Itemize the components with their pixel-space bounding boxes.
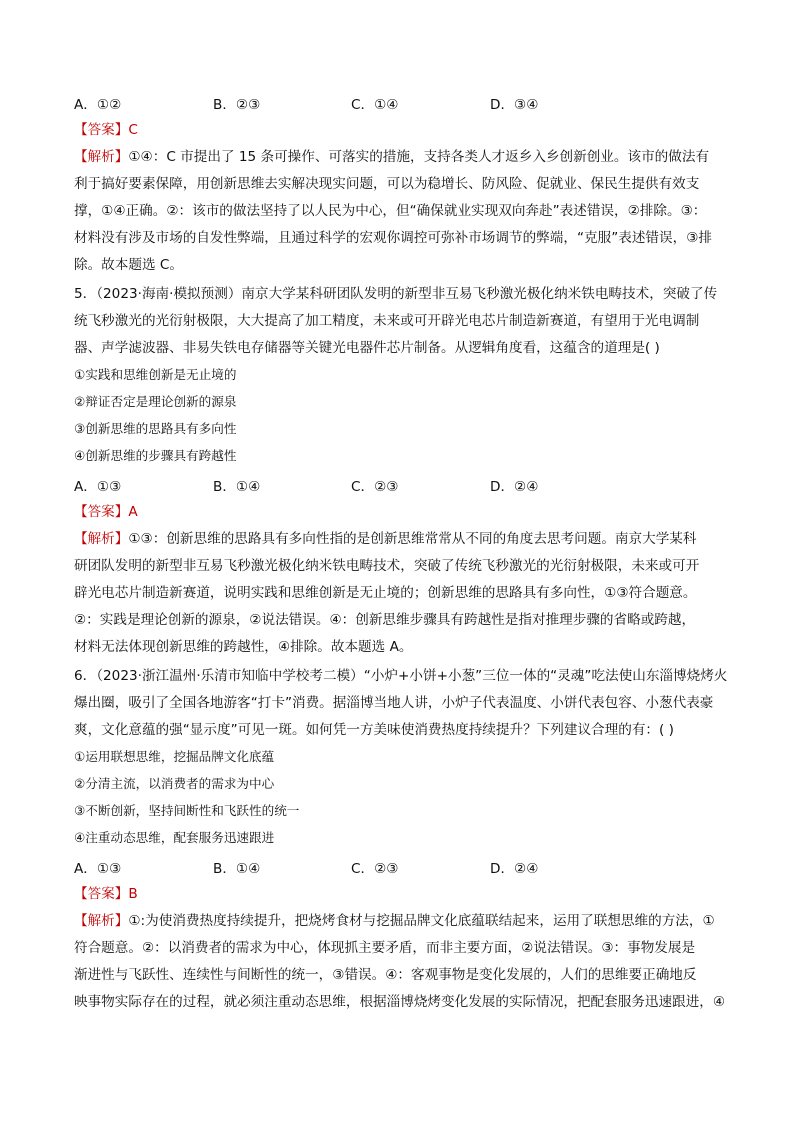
- q4-option-b: B．②③: [213, 97, 261, 113]
- q5-stem-line-1: 5．（2023·海南·模拟预测）南京大学某科研团队发明的新型非互易飞秒激光极化纳米铁电畴技术，突破了传: [74, 286, 718, 302]
- q4-analysis-line-3: 撑，①④正确。②：该市的做法坚持了以人民为中心，但“确保就业实现双向奔赴”表述错误，②排除。③：: [74, 203, 707, 219]
- q5-stem-line-2: 统飞秒激光的光衍射极限，大大提高了加工精度，未来或可开辟光电芯片制造新赛道，有望用于光电调制: [74, 313, 700, 329]
- q6-options: [74, 857, 742, 877]
- q4-analysis-tag: 【解析】: [74, 149, 129, 165]
- q6-item-1: ①运用联想思维，挖掘品牌文化底蕴: [74, 749, 275, 764]
- q6-stem-line-2: 爆出圈，吸引了全国各地游客“打卡”消费。据淄博当地人讲，小炉子代表温度、小饼代表包容、小葱代表豪: [74, 695, 714, 711]
- q5-options: [74, 475, 742, 495]
- q6-option-b: B．①④: [213, 861, 261, 877]
- q6-item-3: ③不断创新，坚持间断性和飞跃性的统一: [74, 803, 300, 818]
- q4-analysis-line-4: 材料没有涉及市场的自发性弊端，且通过科学的宏观你调控可弥补市场调节的弊端，“克服”表述错误，③排: [74, 230, 712, 246]
- q4-option-c: C．①④: [351, 97, 399, 113]
- q4-option-a: A．①②: [74, 97, 122, 113]
- q5-item-3: ③创新思维的思路具有多向性: [74, 421, 237, 436]
- q6-stem-line-3: 爽，文化意蕴的强“显示度”可见一斑。如何凭一方美味使消费热度持续提升？下列建议合理的有：( ): [74, 722, 674, 738]
- q6-option-a: A．①③: [74, 861, 122, 877]
- q4-answer: 【答案】C: [74, 122, 138, 138]
- q6-answer: 【答案】B: [74, 886, 138, 902]
- q5-stem-line-3: 器、声学滤波器、非易失铁电存储器等关键光电器件芯片制备。从逻辑角度看，这蕴含的道理是( ): [74, 340, 660, 356]
- q5-analysis-line-3: 辟光电芯片制造新赛道，说明实践和思维创新是无止境的；创新思维的思路具有多向性，①③符合题意。: [74, 585, 697, 601]
- q6-option-d: D．②④: [490, 861, 539, 877]
- q6-analysis-line-3: 渐进性与飞跃性、连续性与间断性的统一，③错误。④：客观事物是变化发展的，人们的思维要正确地反: [74, 967, 697, 983]
- q6-option-c: C．②③: [351, 861, 399, 877]
- q5-item-2: ②辩证否定是理论创新的源泉: [74, 394, 237, 409]
- q5-analysis-line-2: 研团队发明的新型非互易飞秒激光极化纳米铁电畴技术，突破了传统飞秒激光的光衍射极限，未来或可开: [74, 558, 700, 574]
- q5-option-a: A．①③: [74, 479, 122, 495]
- q6-analysis-line-1: 【解析】①:为使消费热度持续提升，把烧烤食材与挖掘品牌文化底蕴联结起来，运用了联想思维的方法，①: [74, 913, 715, 929]
- q4-option-d: D．③④: [490, 97, 539, 113]
- q6-item-4: ④注重动态思维，配套服务迅速跟进: [74, 830, 275, 845]
- q5-answer: 【答案】A: [74, 504, 138, 520]
- q5-analysis-tag: 【解析】: [74, 531, 129, 547]
- q6-analysis-tag: 【解析】: [74, 913, 129, 929]
- q4-options: [74, 93, 742, 113]
- q6-analysis-line-2: 符合题意。②：以消费者的需求为中心，体现抓主要矛盾，而非主要方面，②说法错误。③：事物发展是: [74, 940, 696, 956]
- q5-item-4: ④创新思维的步骤具有跨越性: [74, 448, 237, 463]
- q5-option-b: B．①④: [213, 479, 261, 495]
- q5-option-d: D．②④: [490, 479, 539, 495]
- q4-analysis-line-2: 利于搞好要素保障，用创新思维去实解决现实问题，可以为稳增长、防风险、促就业、保民生提供有效支: [74, 176, 700, 192]
- q5-analysis-line-4: ②：实践是理论创新的源泉，②说法错误。④：创新思维步骤具有跨越性是指对推理步骤的省略或跨越，: [74, 612, 696, 628]
- q6-analysis-line-4: 映事物实际存在的过程，就必须注重动态思维，根据淄博烧烤变化发展的实际情况，把配套服务迅速跟进，④: [74, 994, 726, 1010]
- q6-stem-line-1: 6．（2023·浙江温州·乐清市知临中学校考二模）“小炉+小饼+小葱”三位一体的“灵魂”吃法使山东淄博烧烤火: [74, 668, 728, 684]
- q5-option-c: C．②③: [351, 479, 399, 495]
- q5-analysis-line-1: 【解析】①③：创新思维的思路具有多向性指的是创新思维常常从不同的角度去思考问题。南京大学某科: [74, 531, 697, 547]
- q4-analysis-line-1: 【解析】①④：C 市提出了 15 条可操作、可落实的措施，支持各类人才返乡入乡创新创业。该市的做法有: [74, 149, 710, 165]
- q6-item-2: ②分清主流，以消费者的需求为中心: [74, 776, 275, 791]
- q5-analysis-line-5: 材料无法体现创新思维的跨越性，④排除。故本题选 A。: [74, 639, 413, 655]
- q5-item-1: ①实践和思维创新是无止境的: [74, 367, 237, 382]
- q4-analysis-line-5: 除。故本题选 C。: [74, 257, 183, 273]
